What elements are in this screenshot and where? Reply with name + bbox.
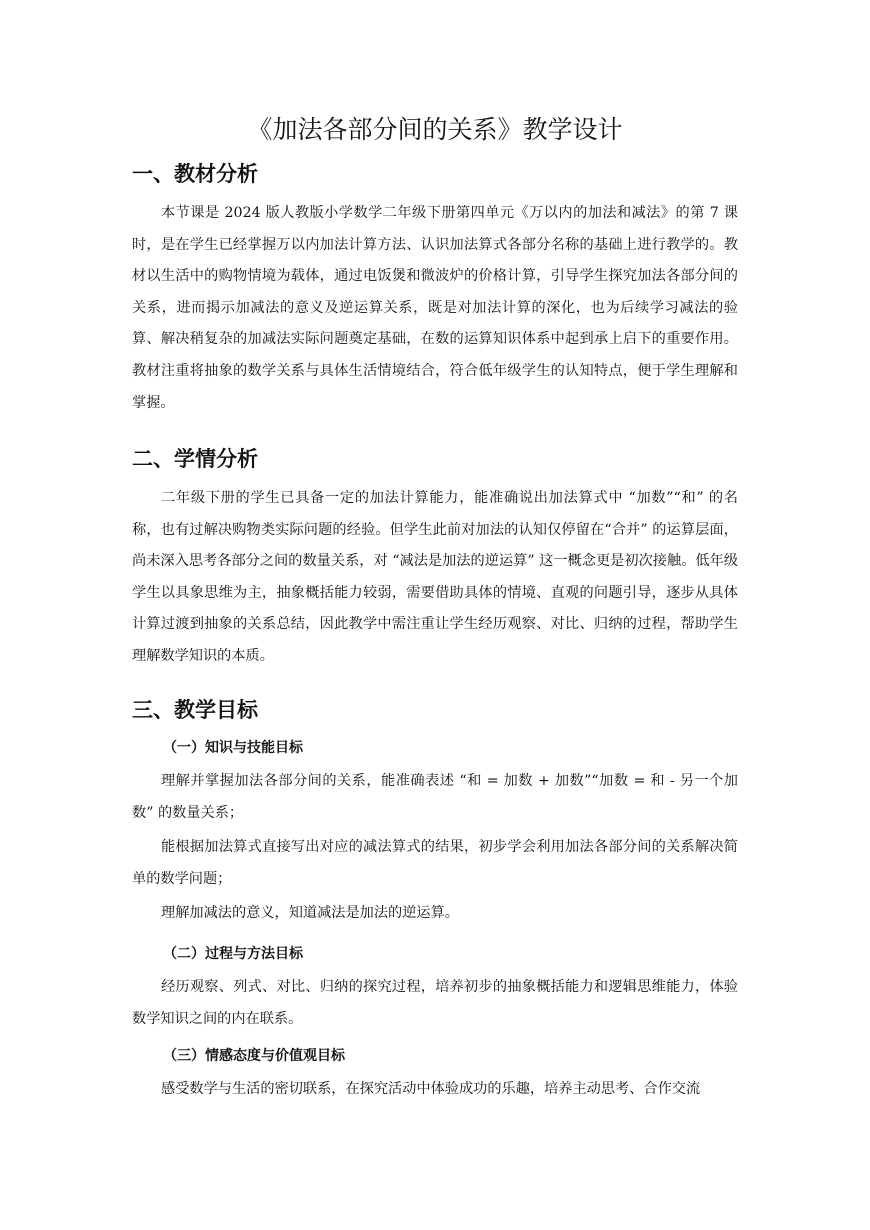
subheading-process-methods: （二）过程与方法目标 xyxy=(163,946,303,962)
section-heading-learner-analysis: 二、学情分析 xyxy=(132,447,258,471)
knowledge-goal-paragraph-3: 理解加减法的意义，知道减法是加法的逆运算。 xyxy=(161,905,459,921)
knowledge-goal-paragraph-2: 能根据加法算式直接写出对应的减法算式的结果，初步学会利用加法各部分间的关系解决简单的数学问题； xyxy=(132,839,738,887)
process-goal-paragraph: 经历观察、列式、对比、归纳的探究过程，培养初步的抽象概括能力和逻辑思维能力，体验数学知识之间的内在联系。 xyxy=(132,979,738,1027)
section-heading-teaching-goals: 三、教学目标 xyxy=(132,698,258,722)
textbook-analysis-paragraph: 本节课是 2024 版人教版小学数学二年级下册第四单元《万以内的加法和减法》的第 7 课时，是在学生已经掌握万以内加法计算方法、认识加法算式各部分名称的基础上进行教学的。教材以生活中的购物情境为载体，通过电饭煲和微波炉的价格计算，引导学生探究加法各部分间的关系，进而揭示加减法的意义及逆运算关系，既是对加法计算的深化，也为后续学习减法的验算、解决稍复杂的加减法实际问题奠定基础，在数的运算知识体系中起到承上启下的重要作用。教材注重将抽象的数学关系与具体生活情境结合，符合低年级学生的认知特点，便于学生理解和掌握。 xyxy=(132,205,738,411)
subheading-attitude-values: （三）情感态度与价值观目标 xyxy=(163,1048,345,1064)
attitude-goal-paragraph: 感受数学与生活的密切联系，在探究活动中体验成功的乐趣，培养主动思考、合作交流 xyxy=(161,1081,701,1097)
learner-analysis-paragraph: 二年级下册的学生已具备一定的加法计算能力，能准确说出加法算式中 “加数”“和” 的名称，也有过解决购物类实际问题的经验。但学生此前对加法的认知仅停留在“合并” 的运算层面，尚未深入思考各部分之间的数量关系，对 “减法是加法的逆运算” 这一概念更是初次接触。低年级学生以具象思维为主，抽象概括能力较弱，需要借助具体的情境、直观的问题引导，逐步从具体计算过渡到抽象的关系总结，因此教学中需注重让学生经历观察、对比、归纳的过程，帮助学生理解数学知识的本质。 xyxy=(132,490,738,664)
subheading-knowledge-skills: （一）知识与技能目标 xyxy=(163,740,303,756)
knowledge-goal-paragraph-1: 理解并掌握加法各部分间的关系，能准确表述 “和 = 加数 + 加数”“加数 = 和 - 另一个加数” 的数量关系； xyxy=(132,773,738,821)
section-heading-textbook-analysis: 一、教材分析 xyxy=(132,162,258,186)
document-title: 《加法各部分间的关系》教学设计 xyxy=(247,115,623,144)
